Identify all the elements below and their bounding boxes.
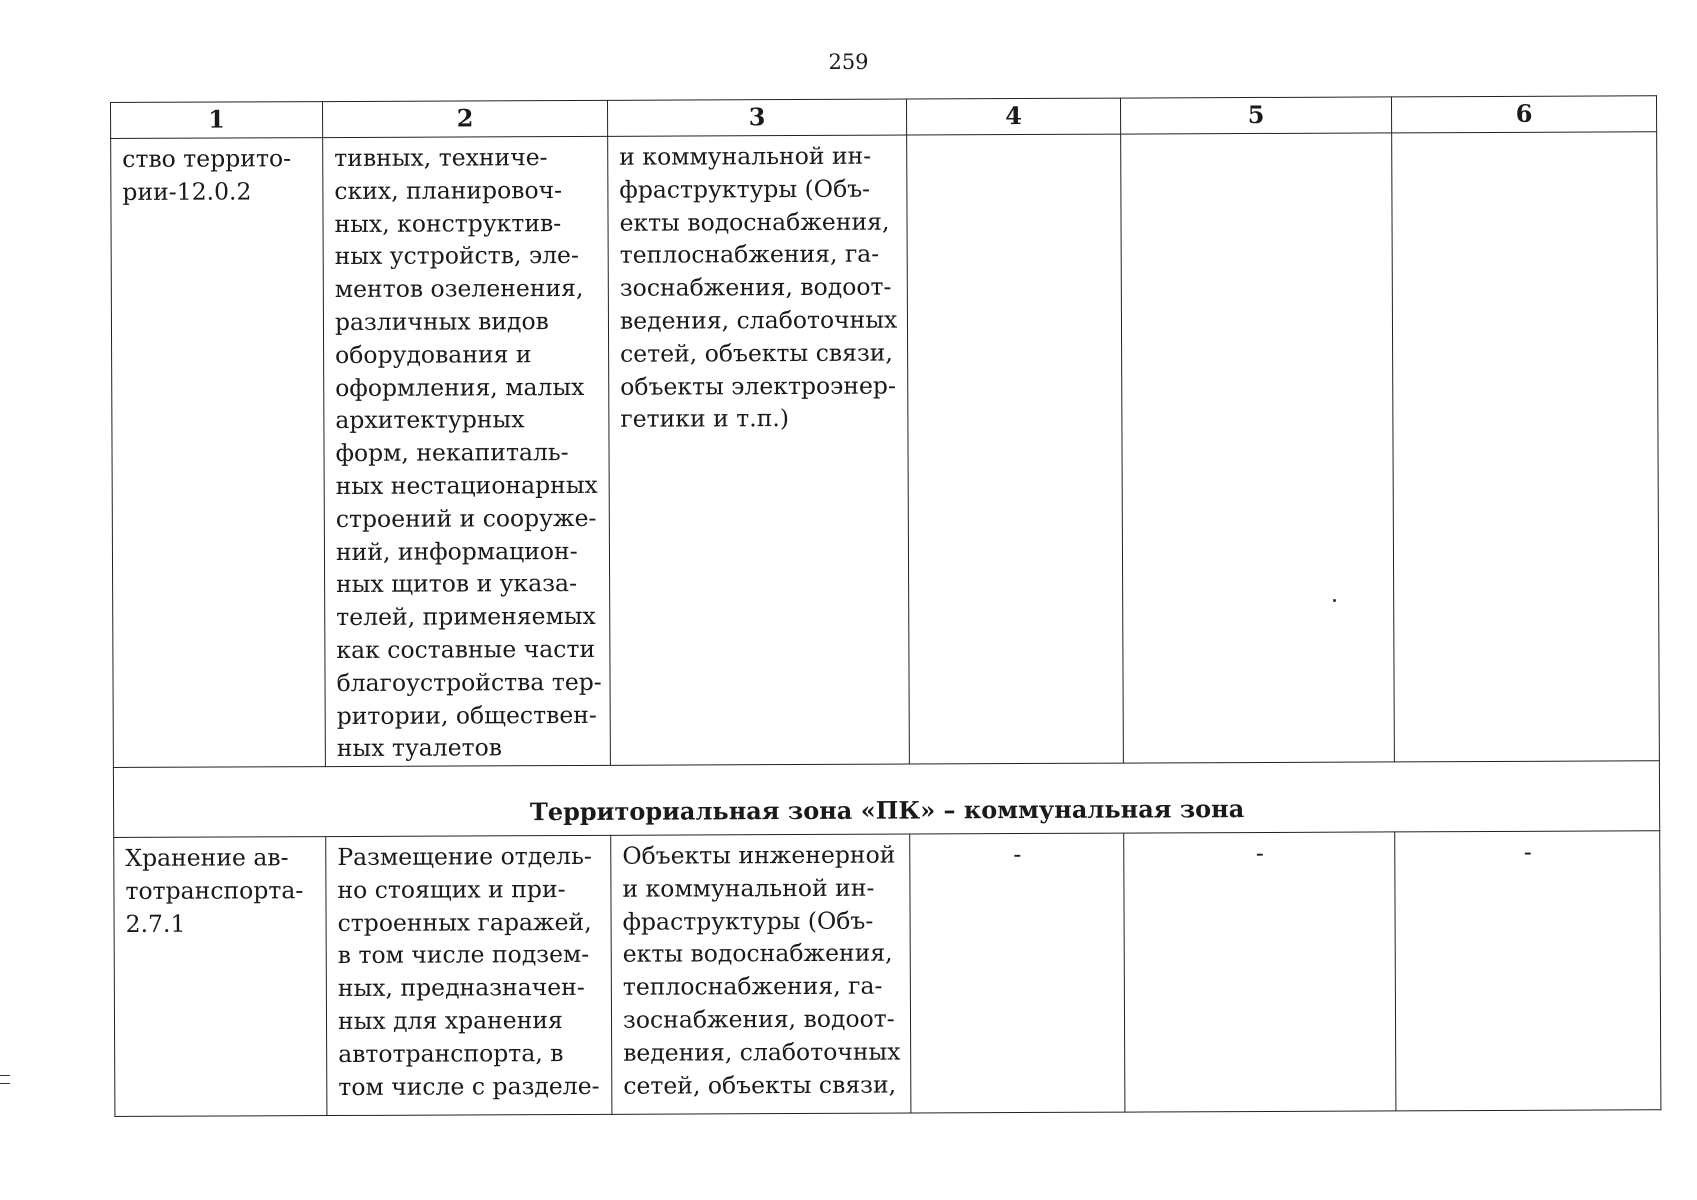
cell-line: екты водоснабжения, — [619, 207, 890, 237]
cell-line: в том числе подзем- — [337, 940, 590, 970]
cell-line: сетей, объекты связи, — [620, 338, 893, 368]
cell-line: ведения, слаботочных — [619, 305, 898, 335]
cell-line: но стоящих и при- — [337, 874, 566, 904]
cell-line: ных щитов и указа- — [336, 569, 578, 599]
cell-line: ных, конструктив- — [334, 208, 562, 238]
row1-col1-cell — [111, 138, 326, 768]
cell-line: строенных гаражей, — [337, 907, 592, 937]
cell-line: ний, информацион- — [335, 536, 578, 566]
row1-col2-cell — [323, 136, 611, 766]
margin-mark — [0, 1075, 10, 1076]
header-col-2: 2 — [323, 100, 608, 137]
cell-line: ритории, обществен- — [336, 700, 597, 730]
cell-line: благоустройства тер- — [336, 667, 602, 697]
cell-line: екты водоснабжения, — [622, 938, 893, 969]
cell-line: ведения, слаботочных — [623, 1037, 901, 1067]
cell-line: ских, планировоч- — [334, 175, 563, 205]
cell-line: зоснабжения, водоот- — [622, 1004, 895, 1034]
cell-line: зоснабжения, водоот- — [619, 272, 892, 302]
cell-line: Хранение ав- — [125, 843, 289, 872]
header-col-3: 3 — [607, 99, 906, 136]
row2-col3-cell — [611, 834, 911, 1114]
cell-line: строений и сооруже- — [335, 503, 597, 533]
cell-line: гетики и т.п.) — [620, 404, 790, 434]
cell-line: фраструктуры (Объ- — [619, 174, 871, 204]
header-col-1: 1 — [111, 102, 323, 139]
row2-col1-cell — [114, 837, 327, 1117]
row1-col6-cell — [1392, 132, 1660, 762]
cell-line: Размещение отдель- — [337, 841, 592, 872]
cell-line: теплоснабжения, га- — [619, 240, 880, 270]
header-col-5: 5 — [1120, 97, 1391, 134]
cell-line: форм, некапиталь- — [335, 438, 569, 468]
margin-mark — [0, 1083, 10, 1084]
page-number: 259 — [828, 50, 869, 74]
row2-col2-cell — [326, 835, 612, 1115]
cell-line: и коммунальной ин- — [622, 873, 875, 903]
cell-line: автотранспорта, в — [338, 1038, 564, 1068]
row2-col6-cell: - — [1395, 831, 1661, 1111]
cell-line: 2.7.1 — [125, 909, 186, 938]
cell-line: ментов озеленения, — [334, 274, 584, 304]
cell-line: телей, применяемых — [336, 602, 596, 632]
cell-line: сетей, объекты связи, — [623, 1070, 897, 1100]
table-row — [111, 132, 1660, 768]
cell-line: различных видов — [334, 307, 549, 337]
cell-line: объекты электроэнер- — [620, 371, 896, 401]
row1-col5-cell — [1121, 133, 1395, 763]
table-row — [114, 831, 1661, 1117]
cell-line: том числе с разделе- — [338, 1071, 600, 1101]
cell-line: ных для хранения — [337, 1006, 563, 1035]
cell-line: ных нестационарных — [335, 470, 598, 500]
cell-line: ство террито- — [122, 144, 292, 173]
cell-line: рии-12.0.2 — [122, 177, 252, 206]
cell-line: Объекты инженерной — [622, 840, 896, 870]
header-col-6: 6 — [1391, 96, 1656, 133]
cell-line: ных, предназначен- — [337, 973, 585, 1003]
cell-line: теплоснабжения, га- — [622, 971, 883, 1001]
row1-col3-cell — [608, 135, 910, 765]
zone-heading-row — [113, 761, 1659, 838]
cell-line: и коммунальной ин- — [619, 141, 872, 171]
row2-col5-cell: - — [1124, 832, 1396, 1112]
cell-line: ных устройств, эле- — [334, 241, 579, 271]
cell-line: тотранспорта- — [125, 875, 304, 905]
cell-line: как составные части — [336, 634, 596, 664]
row1-col4-cell — [907, 134, 1124, 764]
regulations-table — [110, 95, 1661, 1117]
header-col-4: 4 — [906, 98, 1120, 135]
cell-line: оборудования и — [335, 339, 532, 369]
cell-line: оформления, малых — [335, 372, 585, 402]
zone-title: Территориальная зона «ПК» – коммунальная зона — [113, 761, 1659, 838]
cell-line: ных туалетов — [336, 733, 503, 763]
scan-speck — [1333, 599, 1336, 602]
cell-line: фраструктуры (Объ- — [622, 906, 874, 936]
row2-col4-cell: - — [910, 833, 1125, 1113]
cell-line: тивных, техниче- — [334, 143, 548, 173]
cell-line: архитектурных — [335, 405, 525, 435]
